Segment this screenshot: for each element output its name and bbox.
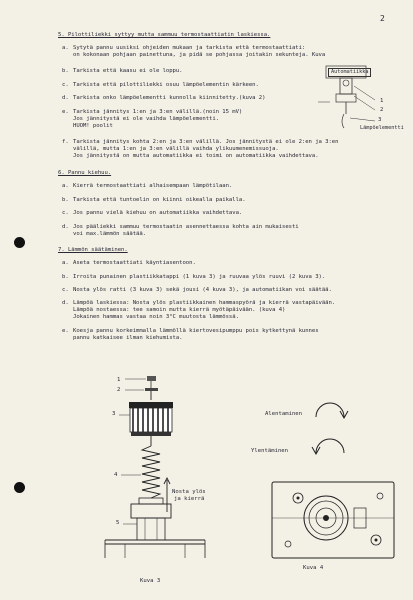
page-number: 2: [380, 14, 385, 23]
callout-4: 4: [114, 472, 118, 478]
callout-1: 1: [117, 377, 121, 383]
text-6d-line2: voi max.lämmön säätää.: [73, 231, 146, 237]
figure-4-caption: Kuva 4: [303, 565, 324, 571]
marker-5f: f.: [62, 139, 69, 145]
marker-7d: d.: [62, 300, 69, 306]
text-7c: Nosta ylös ratti (3 kuva 3) sekä jousi (4 kuva 3), ja automatiikan voi säätää.: [73, 287, 332, 293]
text-5a-line1: Sytytä pannu uusiksi ohjeiden mukaan ja tarkista että termostaattiati:: [73, 45, 306, 51]
text-5f-line2: välillä, mutta 1:en ja 3:en välillä vaihda ylikuumenemissuoja.: [73, 146, 279, 152]
marker-7c: c.: [62, 287, 69, 293]
text-5f-line3: Jos jännitystä on mutta automatiikka ei toimi on automatiikka vaihdettava.: [73, 153, 319, 159]
label-top-2: 2: [380, 107, 384, 113]
text-5e-line2: Jos jännitystä ei ole vaihda lämpöelementti.: [73, 116, 219, 122]
label-automatic: Automatiikka: [328, 68, 371, 77]
arrow-note-line1: Nosta ylös: [172, 489, 206, 495]
arrow-note-line2: ja kierrä: [174, 496, 205, 502]
text-5a-line2: on kokonaan pohjaan painettuna, ja pidä se pohjassa joitakin sekunteja. Kuva: [73, 52, 326, 58]
text-6c: Jos pannu vielä kiehuu on automatiikka vaihdettava.: [73, 210, 243, 216]
label-top-3: 3: [378, 117, 382, 123]
marker-5a: a.: [62, 45, 69, 51]
section-5-heading: 5. Pilottiliekki syttyy mutta sammuu termostaattiatin laskiessa.: [58, 32, 271, 38]
marker-7e: e.: [62, 328, 69, 334]
callout-2: 2: [117, 387, 121, 393]
text-5c: Tarkista että pilottiliekki osuu lämpöelementin kärkeen.: [73, 82, 259, 88]
label-decrease: Alentaminen: [265, 411, 303, 417]
marker-5d: d.: [62, 95, 69, 101]
marker-7b: b.: [62, 274, 69, 280]
callout-5: 5: [116, 520, 120, 526]
marker-6c: c.: [62, 210, 69, 216]
text-7d-line3: Jokainen hammas vastaa noin 3°C muutosta lämmössä.: [73, 314, 239, 320]
text-6a: Kierrä termostaattiati alhaisempaan lämpötilaan.: [73, 183, 233, 189]
text-5f-line1: Tarkista jännitys kohta 2:en ja 3:en välillä. Jos jännitystä ei ole 2:en ja 3:en: [73, 139, 339, 145]
text-5d: Tarkista onko lämpöelementti kunnolla kiinnitetty.(kuva 2): [73, 95, 266, 101]
text-7a: Aseta termostaattiati käyntiasentoon.: [73, 260, 196, 266]
text-7e-line2: pannu katkaisee ilman kiehumista.: [73, 335, 183, 341]
marker-6a: a.: [62, 183, 69, 189]
text-7e-line1: Koesja pannu korkeimmalla lämmöllä kiertovesipumppu pois kytkettynä kunnes: [73, 328, 319, 334]
text-5e-line3: HUOM! poolit: [73, 123, 113, 129]
spring: [142, 446, 160, 498]
marker-6b: b.: [62, 197, 69, 203]
marker-6d: d.: [62, 224, 69, 230]
marker-5e: e.: [62, 109, 69, 115]
text-6b: Tarkista että tuntoelin on kiinni oikealla paikalla.: [73, 197, 246, 203]
label-top-1: 1: [380, 98, 384, 104]
figure-3-drawing: [95, 372, 215, 577]
figure-4-rotation-arrows: [300, 395, 370, 475]
punch-hole: [14, 237, 25, 248]
callout-3: 3: [112, 411, 116, 417]
label-increase: Ylentäminen: [251, 448, 289, 454]
text-5b: Tarkista että kaasu ei ole loppu.: [73, 68, 183, 74]
text-5e-line1: Tarkista jännitys 1:en ja 3:en välillä.(noin 15 mV): [73, 109, 243, 115]
text-7d-line2: Lämpöä nostaessa: tee samoin mutta kierrä myötäpäivään. (kuva 4): [73, 307, 286, 313]
section-7-heading: 7. Lämmön säätäminen.: [58, 247, 128, 253]
figure-3-caption: Kuva 3: [140, 578, 161, 584]
punch-hole: [14, 482, 25, 493]
marker-5c: c.: [62, 82, 69, 88]
text-7b: Irroita punainen plastiikkatappi (1 kuva 3) ja ruuvaa ylös ruuvi (2 kuva 3).: [73, 274, 326, 280]
marker-5b: b.: [62, 68, 69, 74]
figure-4-top-view: [268, 478, 398, 563]
text-7d-line1: Lämpöä laskiessa: Nosta ylös plastiikkainen hammaspyörä ja kierrä vastapäivään.: [73, 300, 336, 306]
text-6d-line1: Jos pääliekki sammuu termostaatin asennettaessa kohta ain mukaisesti: [73, 224, 299, 230]
gear-wheel: [129, 402, 173, 436]
section-6-heading: 6. Pannu kiehuu.: [58, 170, 112, 176]
label-element: Lämpöelementti: [360, 125, 404, 131]
marker-7a: a.: [62, 260, 69, 266]
